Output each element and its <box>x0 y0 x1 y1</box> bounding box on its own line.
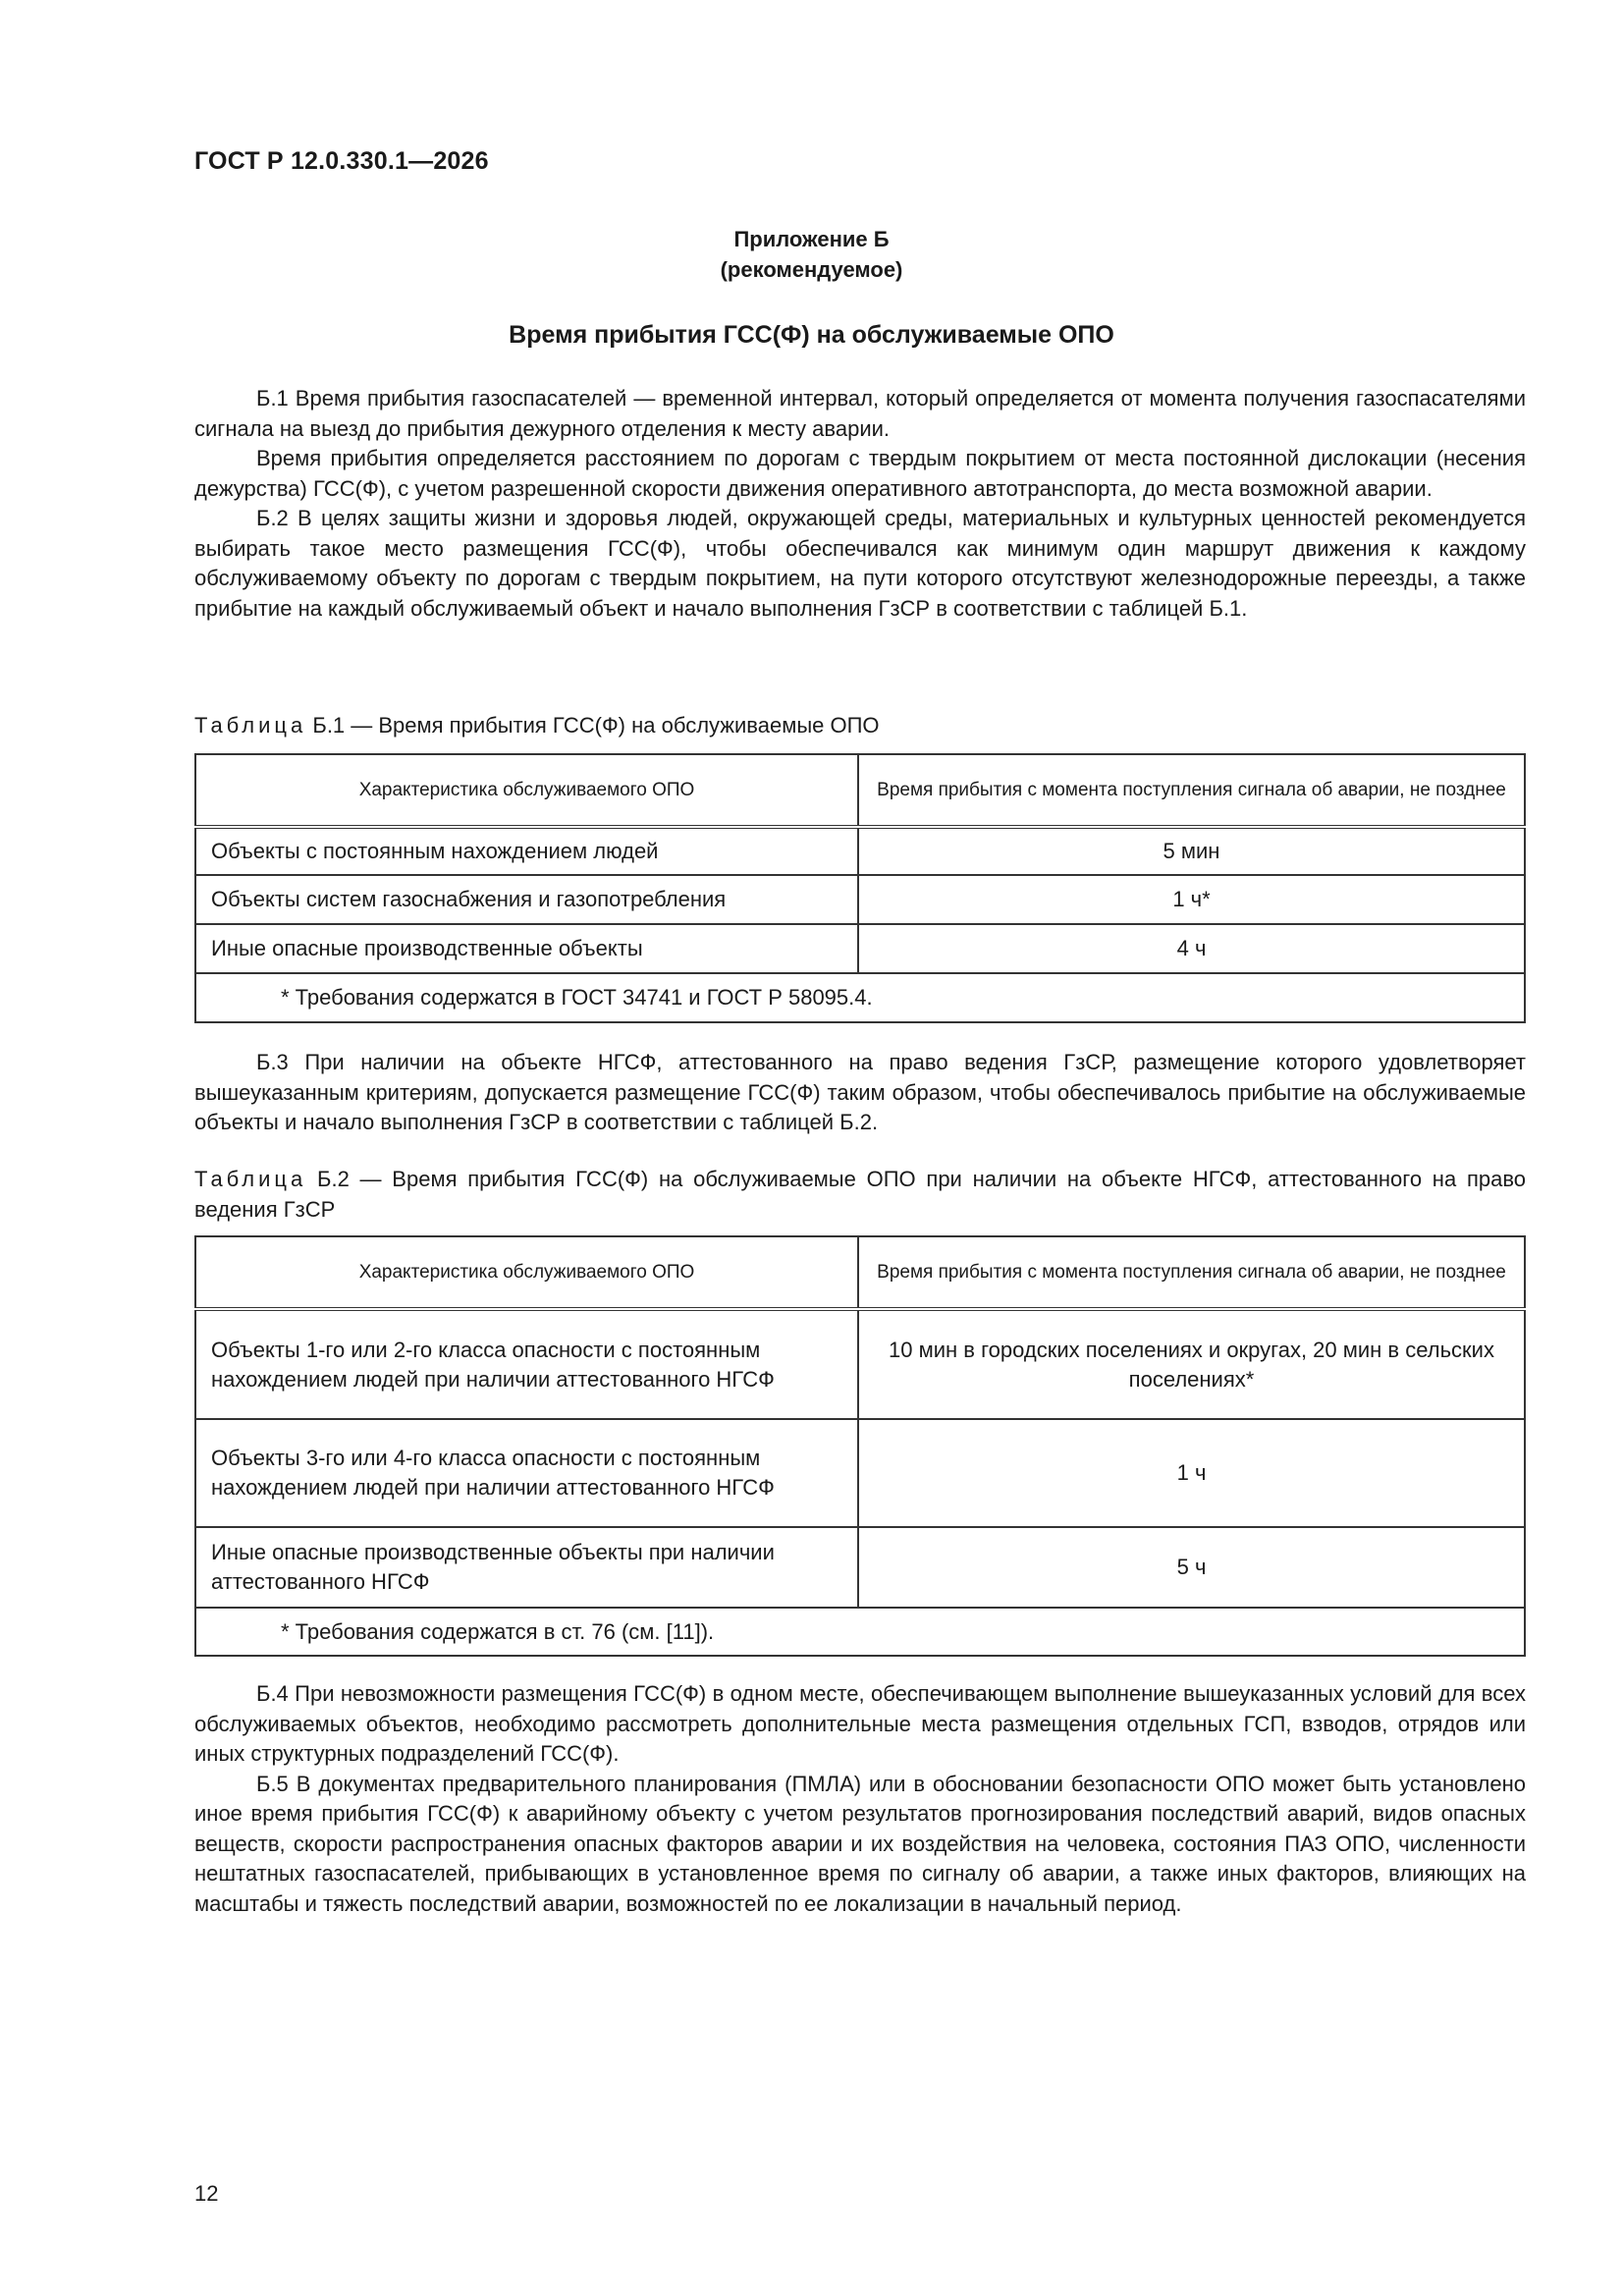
section-body-2 <box>194 1048 1526 1138</box>
table-row <box>195 1309 1525 1419</box>
table2-caption <box>194 1165 1526 1225</box>
paragraph-b3: Б.3 При наличии на объекте НГСФ, аттестованного на право ведения ГзСР, размещение которого удовлетворяет вышеуказанным критериям, допускается размещение ГСС(Ф) таким образом, чтобы обеспечивалось прибытие на обслуживаемые объекты и начало выполнения ГзСР в соответствии с таблицей Б.2. <box>194 1050 1526 1134</box>
table-cell: 5 мин <box>858 827 1525 875</box>
table-cell: Иные опасные производственные объекты <box>195 924 858 973</box>
column-header: Время прибытия с момента поступления сигнала об аварии, не позднее <box>858 754 1525 827</box>
table-cell: Объекты систем газоснабжения и газопотребления <box>195 875 858 924</box>
table2-caption-text: Б.2 — Время прибытия ГСС(Ф) на обслуживаемые ОПО при наличии на объекте НГСФ, аттестованного на право ведения ГзСР <box>194 1167 1526 1222</box>
table-row <box>195 1527 1525 1608</box>
table-row <box>195 827 1525 875</box>
table-header-row <box>195 754 1525 827</box>
column-header: Время прибытия с момента поступления сигнала об аварии, не позднее <box>858 1236 1525 1309</box>
table2-caption-word: Таблица <box>194 1167 307 1191</box>
table-cell: 5 ч <box>858 1527 1525 1608</box>
paragraph-b1-cont: Время прибытия определяется расстоянием по дорогам с твердым покрытием от места постоянной дислокации (несения дежурства) ГСС(Ф), с учетом разрешенной скорости движения оперативного автотранспорта, до места возможной аварии. <box>194 446 1526 501</box>
table-cell: 1 ч* <box>858 875 1525 924</box>
table-footnote: * Требования содержатся в ст. 76 (см. [11]). <box>195 1608 1525 1656</box>
table-row <box>195 924 1525 973</box>
table-header-row <box>195 1236 1525 1309</box>
appendix-status: (рекомендуемое) <box>720 257 903 282</box>
table-footnote: * Требования содержатся в ГОСТ 34741 и ГОСТ Р 58095.4. <box>195 973 1525 1022</box>
table-cell: Иные опасные производственные объекты при наличии аттестованного НГСФ <box>195 1527 858 1608</box>
appendix-title: Приложение Б <box>733 227 890 251</box>
paragraph-b4: Б.4 При невозможности размещения ГСС(Ф) в одном месте, обеспечивающем выполнение вышеуказанных условий для всех обслуживаемых объектов, необходимо рассмотреть дополнительные места размещения отдельных ГСП, взводов, отрядов или иных структурных подразделений ГСС(Ф). <box>194 1681 1526 1766</box>
page-number: 12 <box>194 2181 219 2206</box>
column-header: Характеристика обслуживаемого ОПО <box>195 1236 858 1309</box>
table-cell: Объекты 1-го или 2-го класса опасности с постоянным нахождением людей при наличии аттестованного НГСФ <box>195 1309 858 1419</box>
table1-caption <box>194 711 1526 741</box>
table-row <box>195 875 1525 924</box>
paragraph-b2: Б.2 В целях защиты жизни и здоровья людей, окружающей среды, материальных и культурных ценностей рекомендуется выбирать такое место размещения ГСС(Ф), чтобы обеспечивался как минимум один маршрут движения к каждому обслуживаемому объекту по дорогам с твердым покрытием, на пути которого отсутствуют железнодорожные переезды, а также прибытие на каждый обслуживаемый объект и начало выполнения ГзСР в соответствии с таблицей Б.1. <box>194 506 1526 621</box>
section-body-1 <box>194 384 1526 624</box>
table-cell: Объекты 3-го или 4-го класса опасности с постоянным нахождением людей при наличии аттестованного НГСФ <box>195 1419 858 1527</box>
table-cell: 4 ч <box>858 924 1525 973</box>
table-cell: 10 мин в городских поселениях и округах, 20 мин в сельских поселениях* <box>858 1309 1525 1419</box>
section-title: Время прибытия ГСС(Ф) на обслуживаемые ОПО <box>509 321 1114 349</box>
table-b1 <box>194 753 1526 1023</box>
table-cell: 1 ч <box>858 1419 1525 1527</box>
section-body-3 <box>194 1679 1526 1919</box>
paragraph-b1: Б.1 Время прибытия газоспасателей — временной интервал, который определяется от момента получения газоспасателями сигнала на выезд до прибытия дежурного отделения к месту аварии. <box>194 386 1526 441</box>
table-b2 <box>194 1235 1526 1657</box>
paragraph-b5: Б.5 В документах предварительного планирования (ПМЛА) или в обосновании безопасности ОПО может быть установлено иное время прибытия ГСС(Ф) к аварийному объекту с учетом результатов прогнозирования последствий аварий, видов опасных веществ, скорости распространения опасных факторов аварии и их воздействия на человека, состояния ПАЗ ОПО, численности нештатных газоспасателей, прибывающих в установленное время по сигналу об аварии, а также иных факторов, влияющих на масштабы и тяжесть последствий аварии, возможностей по ее локализации в начальный период. <box>194 1771 1526 1916</box>
table1-caption-word: Таблица <box>194 713 307 738</box>
document-id: ГОСТ Р 12.0.330.1—2026 <box>194 147 489 175</box>
table-row <box>195 1419 1525 1527</box>
table1-caption-text: Б.1 — Время прибытия ГСС(Ф) на обслуживаемые ОПО <box>306 713 880 738</box>
column-header: Характеристика обслуживаемого ОПО <box>195 754 858 827</box>
table-cell: Объекты с постоянным нахождением людей <box>195 827 858 875</box>
table-note-row <box>195 1608 1525 1656</box>
table-note-row <box>195 973 1525 1022</box>
